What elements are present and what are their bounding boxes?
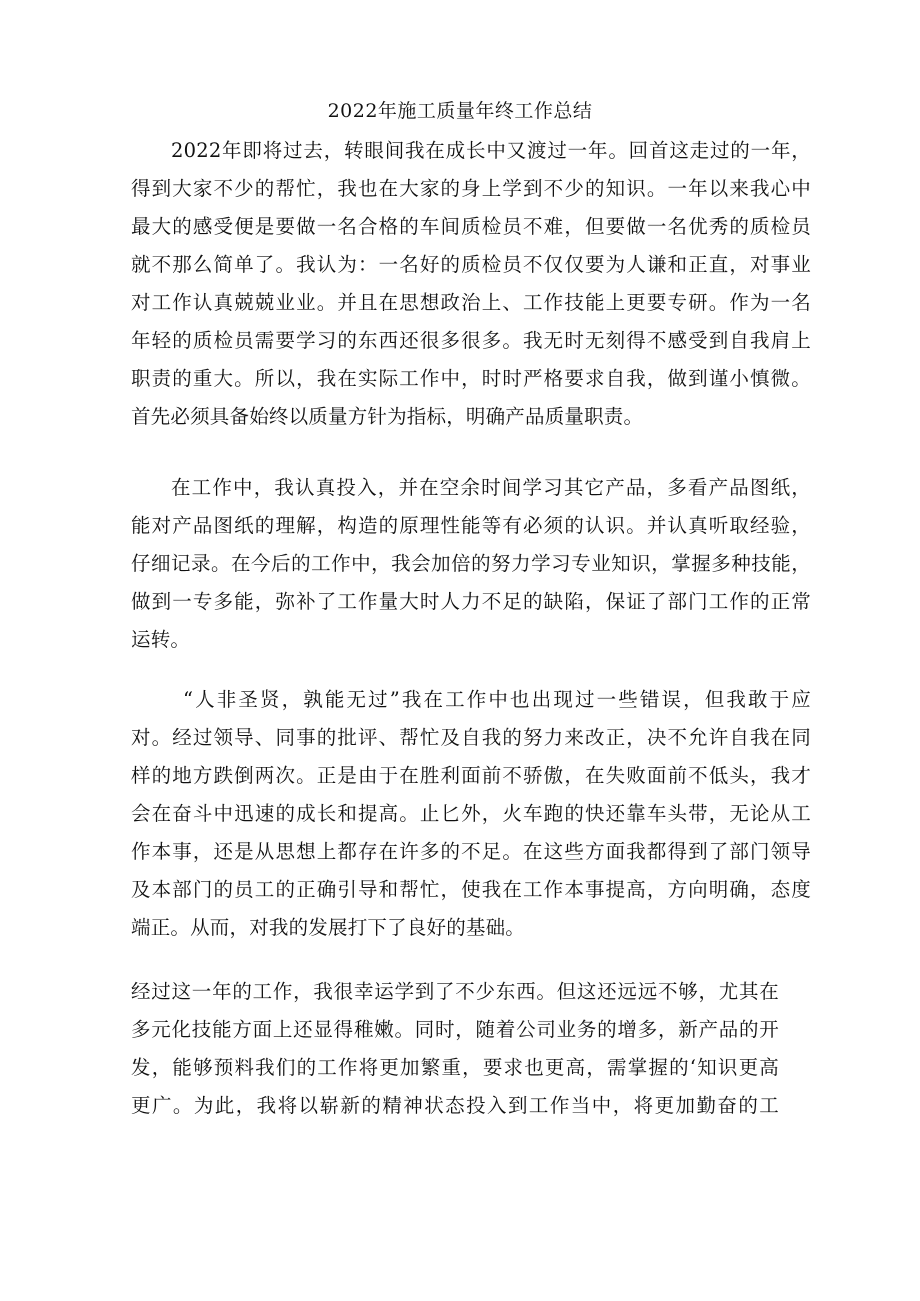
paragraph-line: 发，能够预料我们的工作将更加繁重，要求也更高，需掌握的‘知识更高 xyxy=(131,1056,779,1079)
paragraph-line: 得到大家不少的帮忙，我也在大家的身上学到不少的知识。一年以来我心中 xyxy=(131,177,811,200)
paragraph-2 xyxy=(131,469,811,659)
paragraph-1 xyxy=(131,132,811,436)
paragraph-line: 经过这一年的工作，我很幸运学到了不少东西。但这还远远不够，尤其在 xyxy=(131,980,779,1003)
paragraph-line: 样的地方跌倒两次。正是由于在胜利面前不骄傲，在失败面前不低头，我才 xyxy=(131,764,811,787)
paragraph-line: 及本部门的员工的正确引导和帮忙，使我在工作本事提高，方向明确，态度 xyxy=(131,878,811,901)
paragraph-line: 仔细记录。在今后的工作中，我会加倍的努力学习专业知识，掌握多种技能， xyxy=(131,552,811,575)
paragraph-line: 做到一专多能，弥补了工作量大时人力不足的缺陷，保证了部门工作的正常 xyxy=(131,590,811,613)
paragraph-line: 在工作中，我认真投入，并在空余时间学习其它产品，多看产品图纸， xyxy=(171,476,811,499)
paragraph-line: 更广。为此，我将以崭新的精神状态投入到工作当中，将更加勤奋的工 xyxy=(131,1094,779,1117)
paragraph-line: 多元化技能方面上还显得稚嫩。同时，随着公司业务的增多，新产品的开 xyxy=(131,1018,779,1041)
paragraph-line: 会在奋斗中迅速的成长和提高。止匕外，火车跑的快还靠车头带，无论从工 xyxy=(131,802,811,825)
paragraph-line: 年轻的质检员需要学习的东西还很多很多。我无时无刻得不感受到自我肩上 xyxy=(131,329,811,352)
document-title: 2022年施工质量年终工作总结 xyxy=(327,100,593,122)
paragraph-3 xyxy=(131,681,811,947)
paragraph-line: 最大的感受便是要做一名合格的车间质检员不难，但要做一名优秀的质检员 xyxy=(131,215,811,238)
paragraph-line: 首先必须具备始终以质量方针为指标，明确产品质量职责。 xyxy=(131,405,644,428)
paragraph-line: 对工作认真兢兢业业。并且在思想政治上、工作技能上更要专研。作为一名 xyxy=(131,291,811,314)
paragraph-line: 端正。从而，对我的发展打下了良好的基础。 xyxy=(131,916,526,939)
paragraph-line: 2022年即将过去，转眼间我在成长中又渡过一年。回首这走过的一年， xyxy=(171,139,811,162)
paragraph-line: 就不那么简单了。我认为：一名好的质检员不仅仅要为人谦和正直，对事业 xyxy=(131,253,811,276)
paragraph-line: “人非圣贤，孰能无过”我在工作中也出现过一些错误，但我敢于应 xyxy=(183,688,811,711)
paragraph-4 xyxy=(131,973,779,1125)
paragraph-line: 对。经过领导、同事的批评、帮忙及自我的努力来改正，决不允许自我在同 xyxy=(131,726,811,749)
paragraph-line: 运转。 xyxy=(131,628,191,651)
paragraph-line: 职责的重大。所以，我在实际工作中，时时严格要求自我，做到谨小慎微。 xyxy=(131,367,811,390)
paragraph-line: 能对产品图纸的理解，构造的原理性能等有必须的认识。并认真听取经验， xyxy=(131,514,811,537)
paragraph-line: 作本事，还是从思想上都存在许多的不足。在这些方面我都得到了部门领导 xyxy=(131,840,811,863)
